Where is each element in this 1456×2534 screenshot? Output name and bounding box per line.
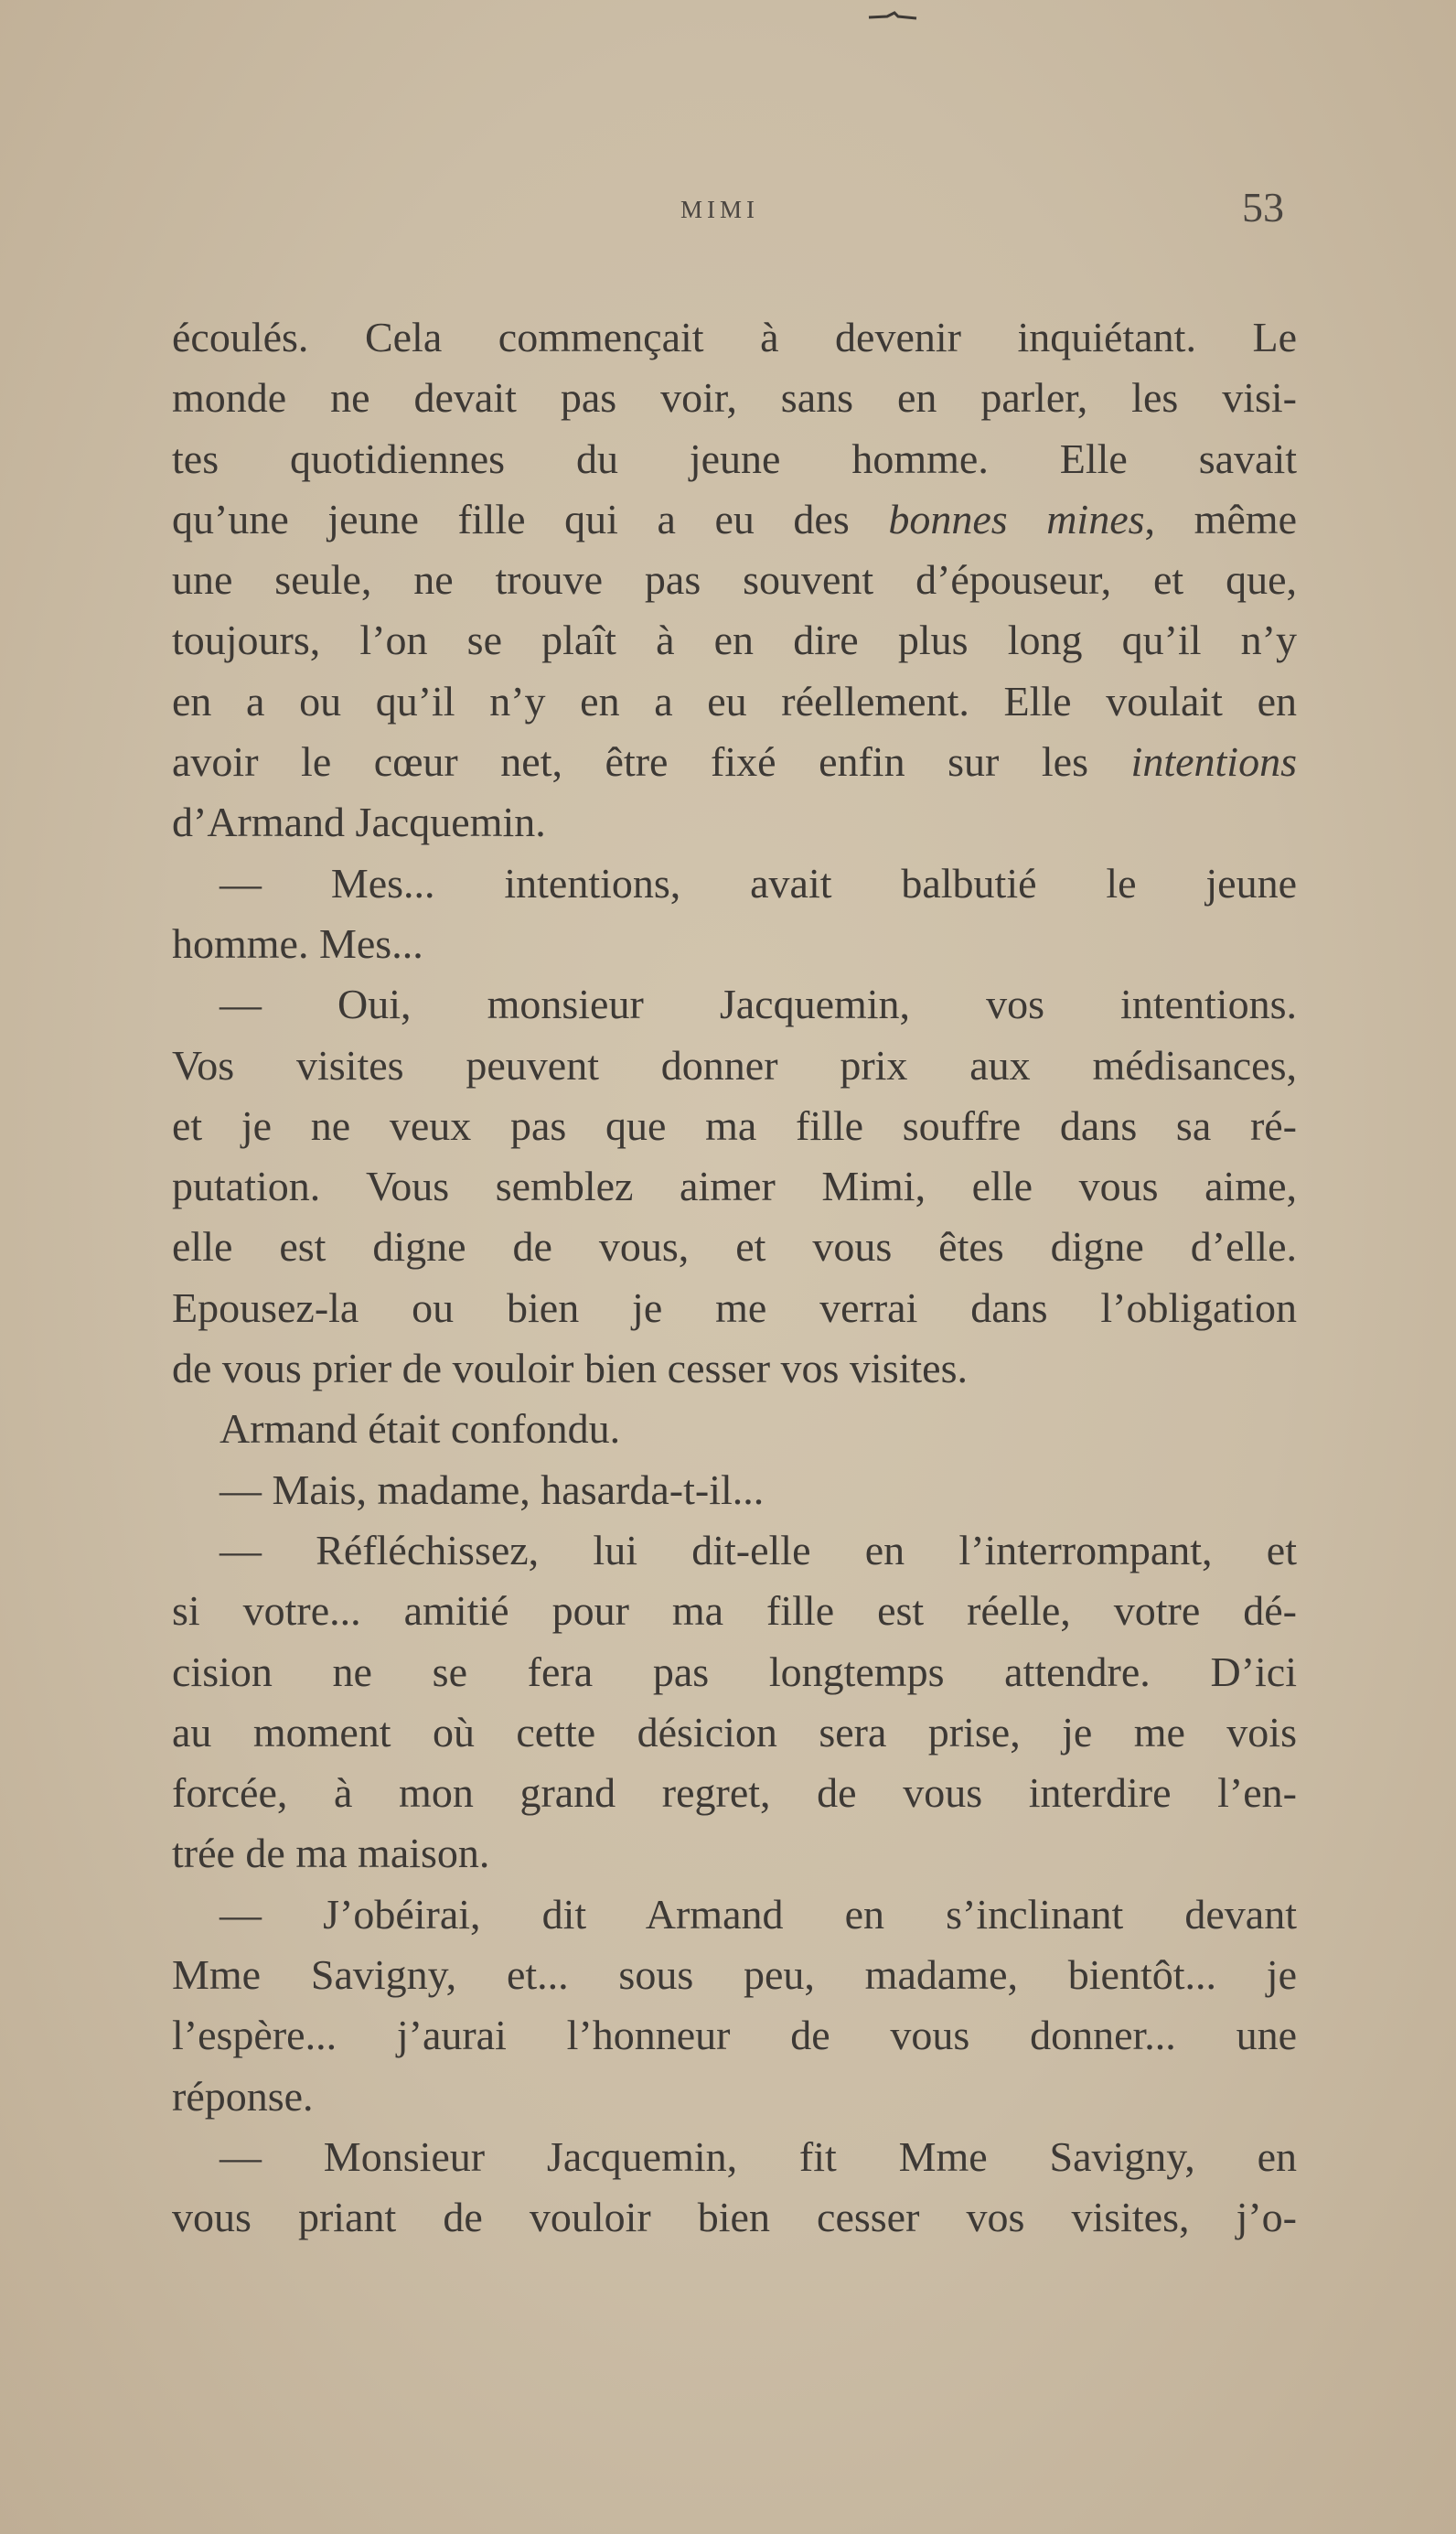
text-line: si votre... amitié pour ma fille est réelle, votre dé- — [172, 1587, 1297, 1635]
text-line: — Réfléchissez, lui dit-elle en l’interrompant, et — [219, 1526, 1297, 1573]
text-line-pre: qu’une jeune fille qui a eu des — [172, 495, 889, 542]
page-number: 53 — [1242, 184, 1284, 231]
text-line-post: , même — [1144, 495, 1297, 542]
text-line: vous priant de vouloir bien cesser vos visites, j’o- — [172, 2194, 1297, 2241]
body-text — [172, 307, 1297, 2249]
text-line: de vous prier de vouloir bien cesser vos visites. — [172, 1345, 968, 1392]
text-line-pre: avoir le cœur net, être fixé enfin sur les — [172, 738, 1131, 786]
text-line: Vos visites peuvent donner prix aux médisances, — [172, 1041, 1297, 1089]
text-line: en a ou qu’il n’y en a eu réellement. Elle voulait en — [172, 677, 1297, 725]
text-line — [172, 489, 1297, 550]
italic-phrase: intentions — [1130, 738, 1297, 786]
text-line: Epousez-la ou bien je me verrai dans l’obligation — [172, 1283, 1297, 1331]
running-head: MIMI — [680, 196, 759, 223]
text-line: putation. Vous semblez aimer Mimi, elle vous aime, — [172, 1163, 1297, 1210]
top-printer-mark — [867, 11, 918, 22]
text-line: réponse. — [172, 2072, 314, 2120]
text-line: — Mes... intentions, avait balbutié le jeune — [219, 859, 1297, 907]
text-line: une seule, ne trouve pas souvent d’épouseur, et que, — [172, 556, 1297, 604]
text-line: et je ne veux pas que ma fille souffre dans sa ré- — [172, 1101, 1297, 1149]
text-line: écoulés. Cela commençait à devenir inquiétant. Le — [172, 314, 1297, 360]
text-line: Armand était confondu. — [219, 1405, 621, 1453]
text-line: — Mais, madame, hasarda-t-il... — [219, 1466, 765, 1513]
text-line: tes quotidiennes du jeune homme. Elle savait — [172, 435, 1297, 482]
text-line: monde ne devait pas voir, sans en parler, les visi- — [172, 374, 1297, 422]
text-line: Mme Savigny, et... sous peu, madame, bientôt... je — [172, 1951, 1297, 1999]
text-line: l’espère... j’aurai l’honneur de vous donner... une — [172, 2012, 1297, 2059]
text-line: au moment où cette désicion sera prise, je me vois — [172, 1708, 1297, 1756]
text-line — [172, 732, 1297, 792]
text-line: homme. Mes... — [172, 919, 423, 967]
text-line: — Monsieur Jacquemin, fit Mme Savigny, en — [219, 2132, 1297, 2180]
italic-phrase: bonnes mines — [888, 495, 1145, 542]
text-line: trée de ma maison. — [172, 1830, 490, 1877]
text-line: — J’obéirai, dit Armand en s’inclinant devant — [219, 1890, 1297, 1938]
text-line: elle est digne de vous, et vous êtes digne d’elle. — [172, 1223, 1297, 1271]
text-line: forcée, à mon grand regret, de vous interdire l’en- — [172, 1769, 1297, 1817]
text-line: cision ne se fera pas longtemps attendre. D’ici — [172, 1648, 1297, 1695]
text-line: toujours, l’on se plaît à en dire plus long qu’il n’y — [172, 617, 1297, 664]
text-line: — Oui, monsieur Jacquemin, vos intentions. — [219, 981, 1297, 1028]
text-line: d’Armand Jacquemin. — [172, 799, 546, 846]
